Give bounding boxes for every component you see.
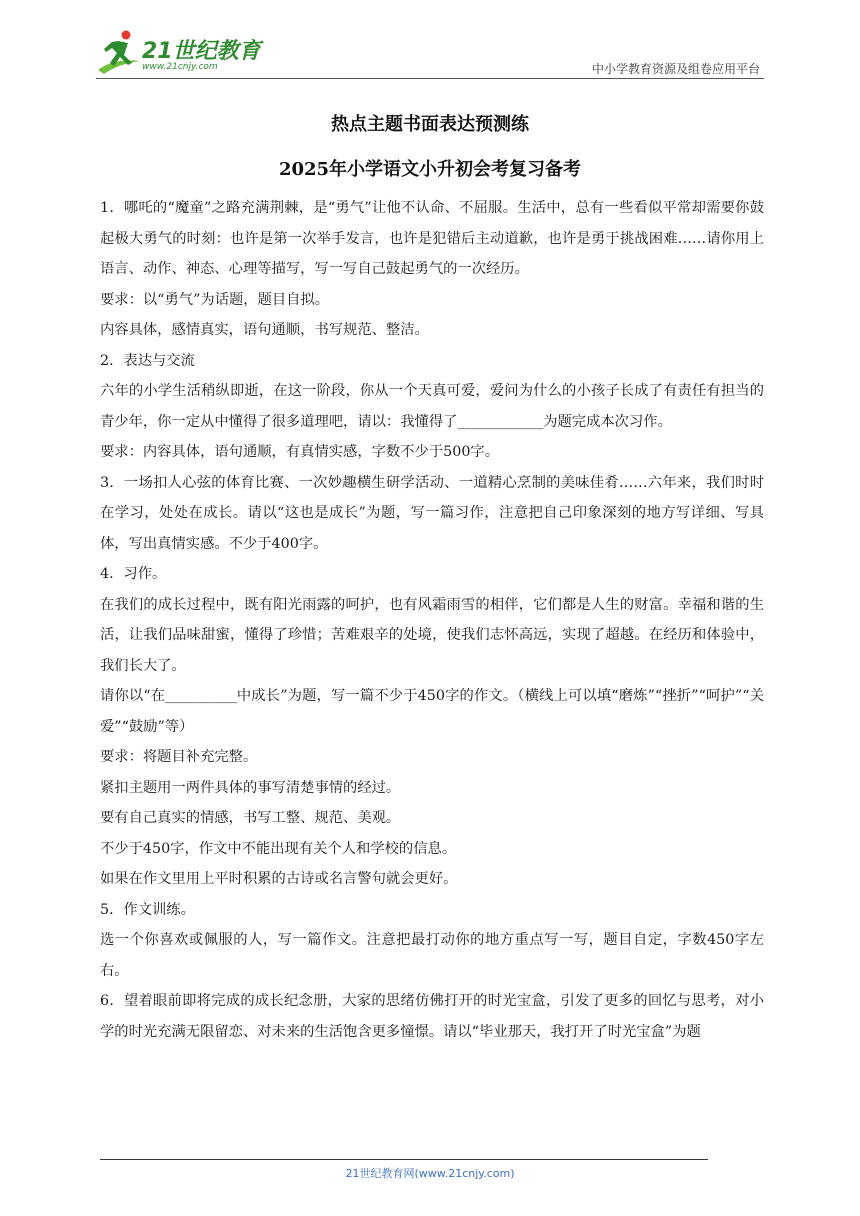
page-header <box>96 28 764 80</box>
question-4-prompt: 请你以“在__________中成长”为题，写一篇不少于450字的作文。（横线上可以填“磨炼”“挫折”“呵护”“关爱”“鼓励”等） <box>100 688 764 735</box>
logo-url: www.21cnjy.com <box>142 62 218 72</box>
document-subtitle: 2025年小学语文小升初会考复习备考 <box>278 159 582 180</box>
running-figure-logo-icon <box>96 28 142 76</box>
footer-link[interactable]: 21世纪教育网(www.21cnjy.com) <box>345 1167 515 1180</box>
logo-text: 21世纪教育 <box>142 39 261 64</box>
question-6: 6．望着眼前即将完成的成长纪念册，大家的思绪仿佛打开的时光宝盒，引发了更多的回忆与思考，对小学的时光充满无限留恋、对未来的生活饱含更多憧憬。请以“毕业那天，我打开了时光宝盒”为题 <box>100 993 764 1040</box>
document-title: 热点主题书面表达预测练 <box>331 114 529 135</box>
site-logo[interactable] <box>96 28 266 78</box>
question-4-intro: 在我们的成长过程中，既有阳光雨露的呵护，也有风霜雨雪的相伴，它们都是人生的财富。幸福和谐的生活，让我们品味甜蜜，懂得了珍惜；苦难艰辛的处境，使我们志怀高远，实现了超越。在经历和体验中，我们长大了。 <box>100 596 764 674</box>
requirement-line: 内容具体，感情真实，语句通顺，书写规范、整洁。 <box>100 322 429 338</box>
requirement-line: 要求：内容具体，语句通顺，有真情实感，字数不少于500字。 <box>100 444 500 460</box>
question-5-heading: 5．作文训练。 <box>100 901 195 918</box>
question-2-heading: 2．表达与交流 <box>100 352 195 369</box>
footer-divider <box>100 1159 708 1160</box>
question-2-prompt: 六年的小学生活稍纵即逝，在这一阶段，你从一个天真可爱，爱问为什么的小孩子长成了有责任有担当的青少年，你一定从中懂得了很多道理吧，请以：我懂得了____________为题完成本次习作。 <box>100 383 764 430</box>
question-1: 1．哪吒的“魔童”之路充满荆棘，是“勇气”让他不认命、不屈服。生活中，总有一些看似平常却需要你鼓起极大勇气的时刻：也许是第一次举手发言，也许是犯错后主动道歉，也许是勇于挑战困难……请你用上语言、动作、神态、心理等描写，写一写自己鼓起勇气的一次经历。 <box>100 200 764 277</box>
requirement-line: 要求：以“勇气”为话题，题目自拟。 <box>100 291 330 308</box>
document-body <box>100 193 764 1047</box>
question-4-heading: 4．习作。 <box>100 566 167 582</box>
requirement-line: 紧扣主题用一两件具体的事写清楚事情的经过。 <box>100 779 401 796</box>
platform-name: 中小学教育资源及组卷应用平台 <box>591 62 760 76</box>
requirement-line: 要求：将题目补充完整。 <box>100 749 258 765</box>
requirement-line: 如果在作文里用上平时积累的古诗或名言警句就会更好。 <box>100 871 458 887</box>
requirement-line: 不少于450字，作文中不能出现有关个人和学校的信息。 <box>100 840 457 857</box>
requirement-line: 要有自己真实的情感，书写工整、规范、美观。 <box>100 810 401 826</box>
question-5-prompt: 选一个你喜欢或佩服的人，写一篇作文。注意把最打动你的地方重点写一写，题目自定，字数450字左右。 <box>100 932 764 979</box>
question-3: 3．一场扣人心弦的体育比赛、一次妙趣横生研学活动、一道精心烹制的美味佳肴……六年来，我们时时在学习，处处在成长。请以“这也是成长”为题，写一篇习作，注意把自己印象深刻的地方写详细、写具体，写出真情实感。不少于400字。 <box>100 474 764 552</box>
header-divider <box>96 78 764 79</box>
